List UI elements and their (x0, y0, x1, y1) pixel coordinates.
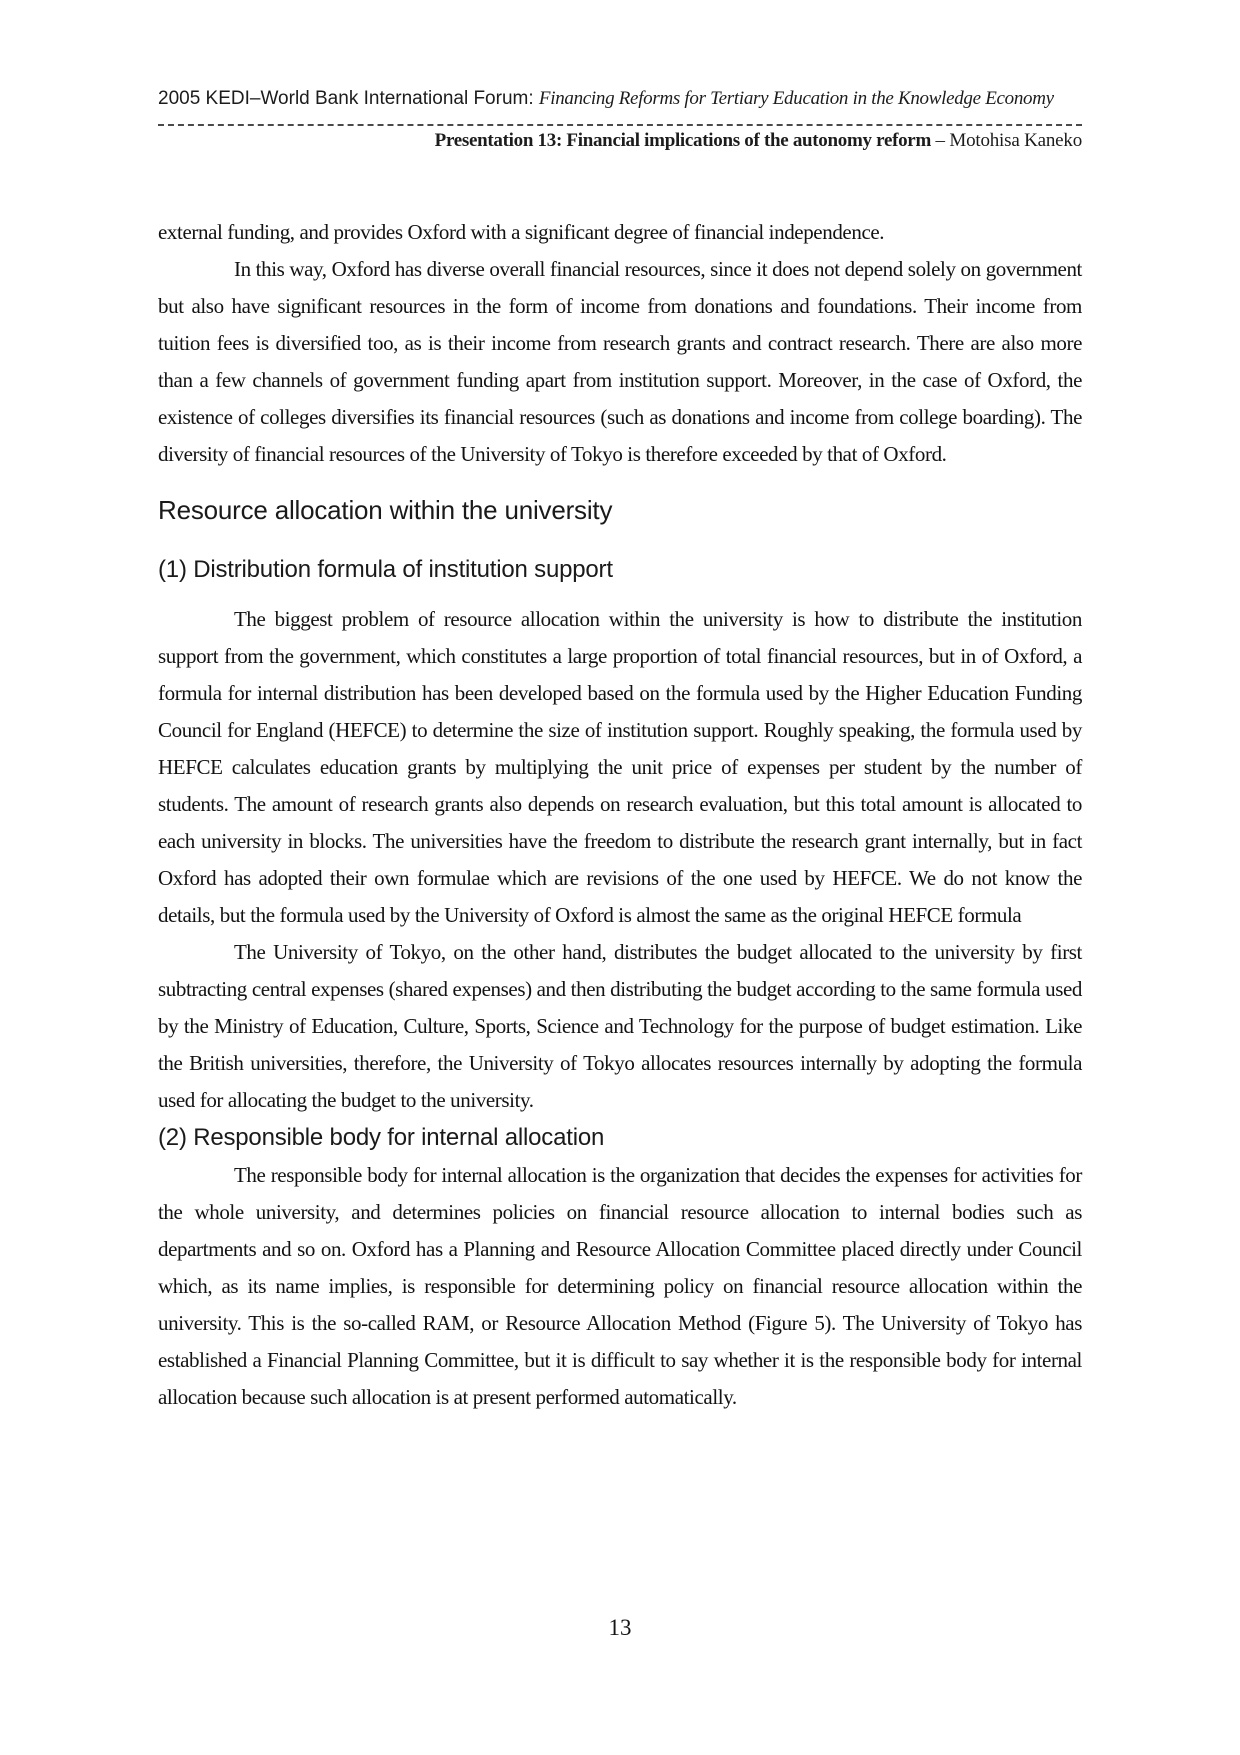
subsection-heading-distribution-formula: (1) Distribution formula of institution support (158, 556, 613, 583)
presentation-author: – Motohisa Kaneko (935, 130, 1082, 151)
document-body (158, 214, 1082, 1416)
forum-header-title: Financing Reforms for Tertiary Education in the Knowledge Economy (538, 88, 1054, 109)
page-number: 13 (608, 1615, 632, 1640)
paragraph-university-of-tokyo: The University of Tokyo, on the other hand, distributes the budget allocated to the university by first subtracting central expenses (shared expenses) and then distributing the budget according to the same formula used by the Ministry of Education, Culture, Sports, Science and Technology for the purpose of budget estimation. Like the British universities, therefore, the University of Tokyo allocates resources internally by adopting the formula used for allocating the budget to the university. (158, 940, 1082, 1112)
paragraph-continuation: external funding, and provides Oxford with a significant degree of financial independence. (158, 220, 885, 244)
forum-header-prefix: 2005 KEDI–World Bank International Forum: (158, 88, 534, 109)
paragraph-responsible-body: The responsible body for internal allocation is the organization that decides the expenses for activities for the whole university, and determines policies on financial resource allocation to internal bodies such as departments and so on. Oxford has a Planning and Resource Allocation Committee placed directly under Council which, as its name implies, is responsible for determining policy on financial resource allocation within the university. This is the so-called RAM, or Resource Allocation Method (Figure 5). The University of Tokyo has established a Financial Planning Committee, but it is difficult to say whether it is the responsible body for internal allocation because such allocation is at present performed automatically. (158, 1163, 1082, 1409)
paragraph-distribution-formula: The biggest problem of resource allocation within the university is how to distribute the institution support from the government, which constitutes a large proportion of total financial resources, but in of Oxford, a formula for internal distribution has been developed based on the formula used by the Higher Education Funding Council for England (HEFCE) to determine the size of institution support. Roughly speaking, the formula used by HEFCE calculates education grants by multiplying the unit price of expenses per student by the number of students. The amount of research grants also depends on research evaluation, but this total amount is allocated to each university in blocks. The universities have the freedom to distribute the research grant internally, but in fact Oxford has adopted their own formulae which are revisions of the one used by HEFCE. We do not know the details, but the formula used by the University of Oxford is almost the same as the original HEFCE formula (158, 607, 1082, 927)
dashed-divider (158, 124, 1082, 126)
section-heading-resource-allocation: Resource allocation within the university (158, 495, 613, 525)
presentation-header-line (158, 130, 1082, 152)
subsection-heading-responsible-body: (2) Responsible body for internal allocation (158, 1124, 605, 1151)
page-header (158, 88, 1082, 152)
presentation-title: Presentation 13: Financial implications of the autonomy reform (434, 130, 931, 151)
paragraph-oxford-diverse-resources: In this way, Oxford has diverse overall financial resources, since it does not depend solely on government but also have significant resources in the form of income from donations and foundations. Their income from tuition fees is diversified too, as is their income from research grants and contract research. There are also more than a few channels of government funding apart from institution support. Moreover, in the case of Oxford, the existence of colleges diversifies its financial resources (such as donations and income from college boarding). The diversity of financial resources of the University of Tokyo is therefore exceeded by that of Oxford. (158, 257, 1082, 466)
forum-header-line (158, 88, 1082, 110)
